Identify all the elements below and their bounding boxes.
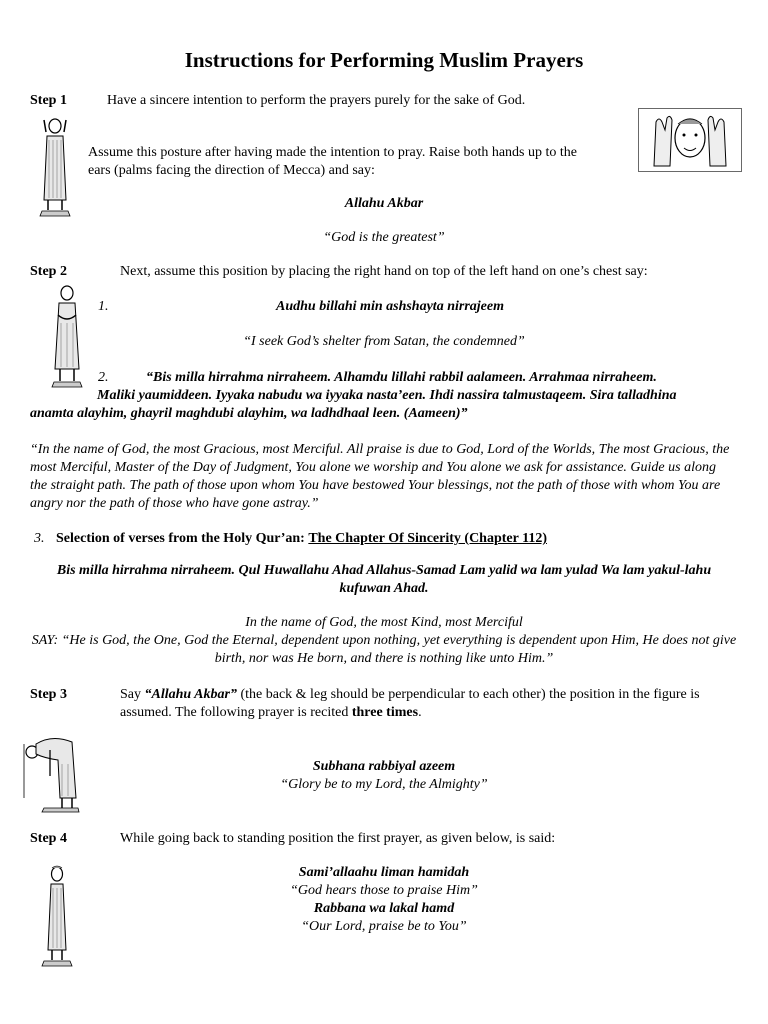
step2-item3-translation-line1: In the name of God, the most Kind, most Merciful	[245, 615, 523, 630]
step2-item2-line2: Maliki yaumiddeen. Iyyaka nabudu wa iyyaka nasta’een. Ihdi nassira talmustaqeem. Sira talladhina	[97, 388, 677, 403]
step1-label: Step 1	[30, 93, 67, 108]
step2-item2-line1: “Bis milla hirrahma nirraheem. Alhamdu lillahi rabbil aalameen. Arrahmaa nirraheem.	[146, 370, 657, 385]
step2-item2-line3: anamta alayhim, ghayril maghdubi alayhim, wa ladhdhaal leen. (Aameen)”	[30, 406, 468, 421]
step3-say-phrase: “Allahu Akbar”	[144, 687, 237, 702]
step2-item3-translation-line2: SAY: “He is God, the One, God the Eternal, dependent upon nothing, yet everything is dependent upon Him, He does not give birth, nor was He born, and there is nothing like unto Him.”	[31, 633, 737, 666]
step1-translation: “God is the greatest”	[323, 230, 445, 245]
step1-posture-line1: Assume this posture after having made the intention to pray. Raise both hands up to the	[88, 145, 577, 160]
step3-say: Say	[120, 687, 145, 702]
step2-label: Step 2	[30, 264, 67, 279]
step4-intro: While going back to standing position the first prayer, as given below, is said:	[120, 831, 556, 846]
figure-hands-to-ears	[638, 108, 742, 172]
step1-arabic: Allahu Akbar	[344, 196, 424, 211]
step3-text-middle: (the back & leg should be perpendicular to each other) the position in the figure is assumed. The following prayer is recited	[120, 687, 700, 720]
step3-label: Step 3	[30, 687, 67, 702]
step2-item3-arabic: Bis milla hirrahma nirraheem. Qul Huwallahu Ahad Allahus-Samad Lam yalid wa lam yulad Wa lam yakul-lahu kufuwan Ahad.	[56, 563, 712, 596]
step3-text-bold: three times	[351, 705, 419, 720]
step2-item2-number: 2.	[98, 370, 109, 385]
step4-arabic1: Sami’allaahu liman hamidah	[298, 865, 470, 880]
step2-item1-number: 1.	[98, 299, 109, 314]
step3-text	[120, 686, 740, 722]
step2-item2-translation: “In the name of God, the most Gracious, most Merciful. All praise is due to God, Lord of the Worlds, The most Gracious, the most Merciful, Master of the Day of Judgment, You alone we worship and You alone we ask for assistance. Guide us along the straight path. The path of those upon whom You have bestowed Your blessings, not the path of those with whom You are angry nor the path of those who have gone astray.”	[30, 442, 730, 511]
step3-text-end: .	[418, 705, 422, 720]
step1-posture-line2: ears (palms facing the direction of Mecca) and say:	[88, 163, 375, 178]
step2-item1-arabic: Audhu billahi min ashshayta nirrajeem	[276, 299, 504, 314]
step1-intro: Have a sincere intention to perform the prayers purely for the sake of God.	[107, 93, 526, 108]
step2-item3-label: Selection of verses from the Holy Qur’an:	[56, 531, 305, 546]
step3-translation: “Glory be to my Lord, the Almighty”	[280, 777, 488, 792]
step2-item3-chapter: The Chapter Of Sincerity (Chapter 112)	[308, 531, 547, 546]
page-title: Instructions for Performing Muslim Prayers	[184, 48, 584, 72]
step2-item3-heading	[30, 530, 750, 548]
step1-posture-text	[88, 144, 633, 180]
step4-translation1: “God hears those to praise Him”	[290, 883, 478, 898]
step2-item3-number: 3.	[34, 531, 45, 546]
step3-arabic: Subhana rabbiyal azeem	[312, 759, 456, 774]
step4-translation2: “Our Lord, praise be to You”	[301, 919, 467, 934]
step2-item1-translation: “I seek God’s shelter from Satan, the condemned”	[243, 334, 525, 349]
step4-label: Step 4	[30, 831, 67, 846]
step2-intro: Next, assume this position by placing the right hand on top of the left hand on one’s chest say:	[120, 264, 648, 279]
step4-arabic2: Rabbana wa lakal hamd	[313, 901, 455, 916]
